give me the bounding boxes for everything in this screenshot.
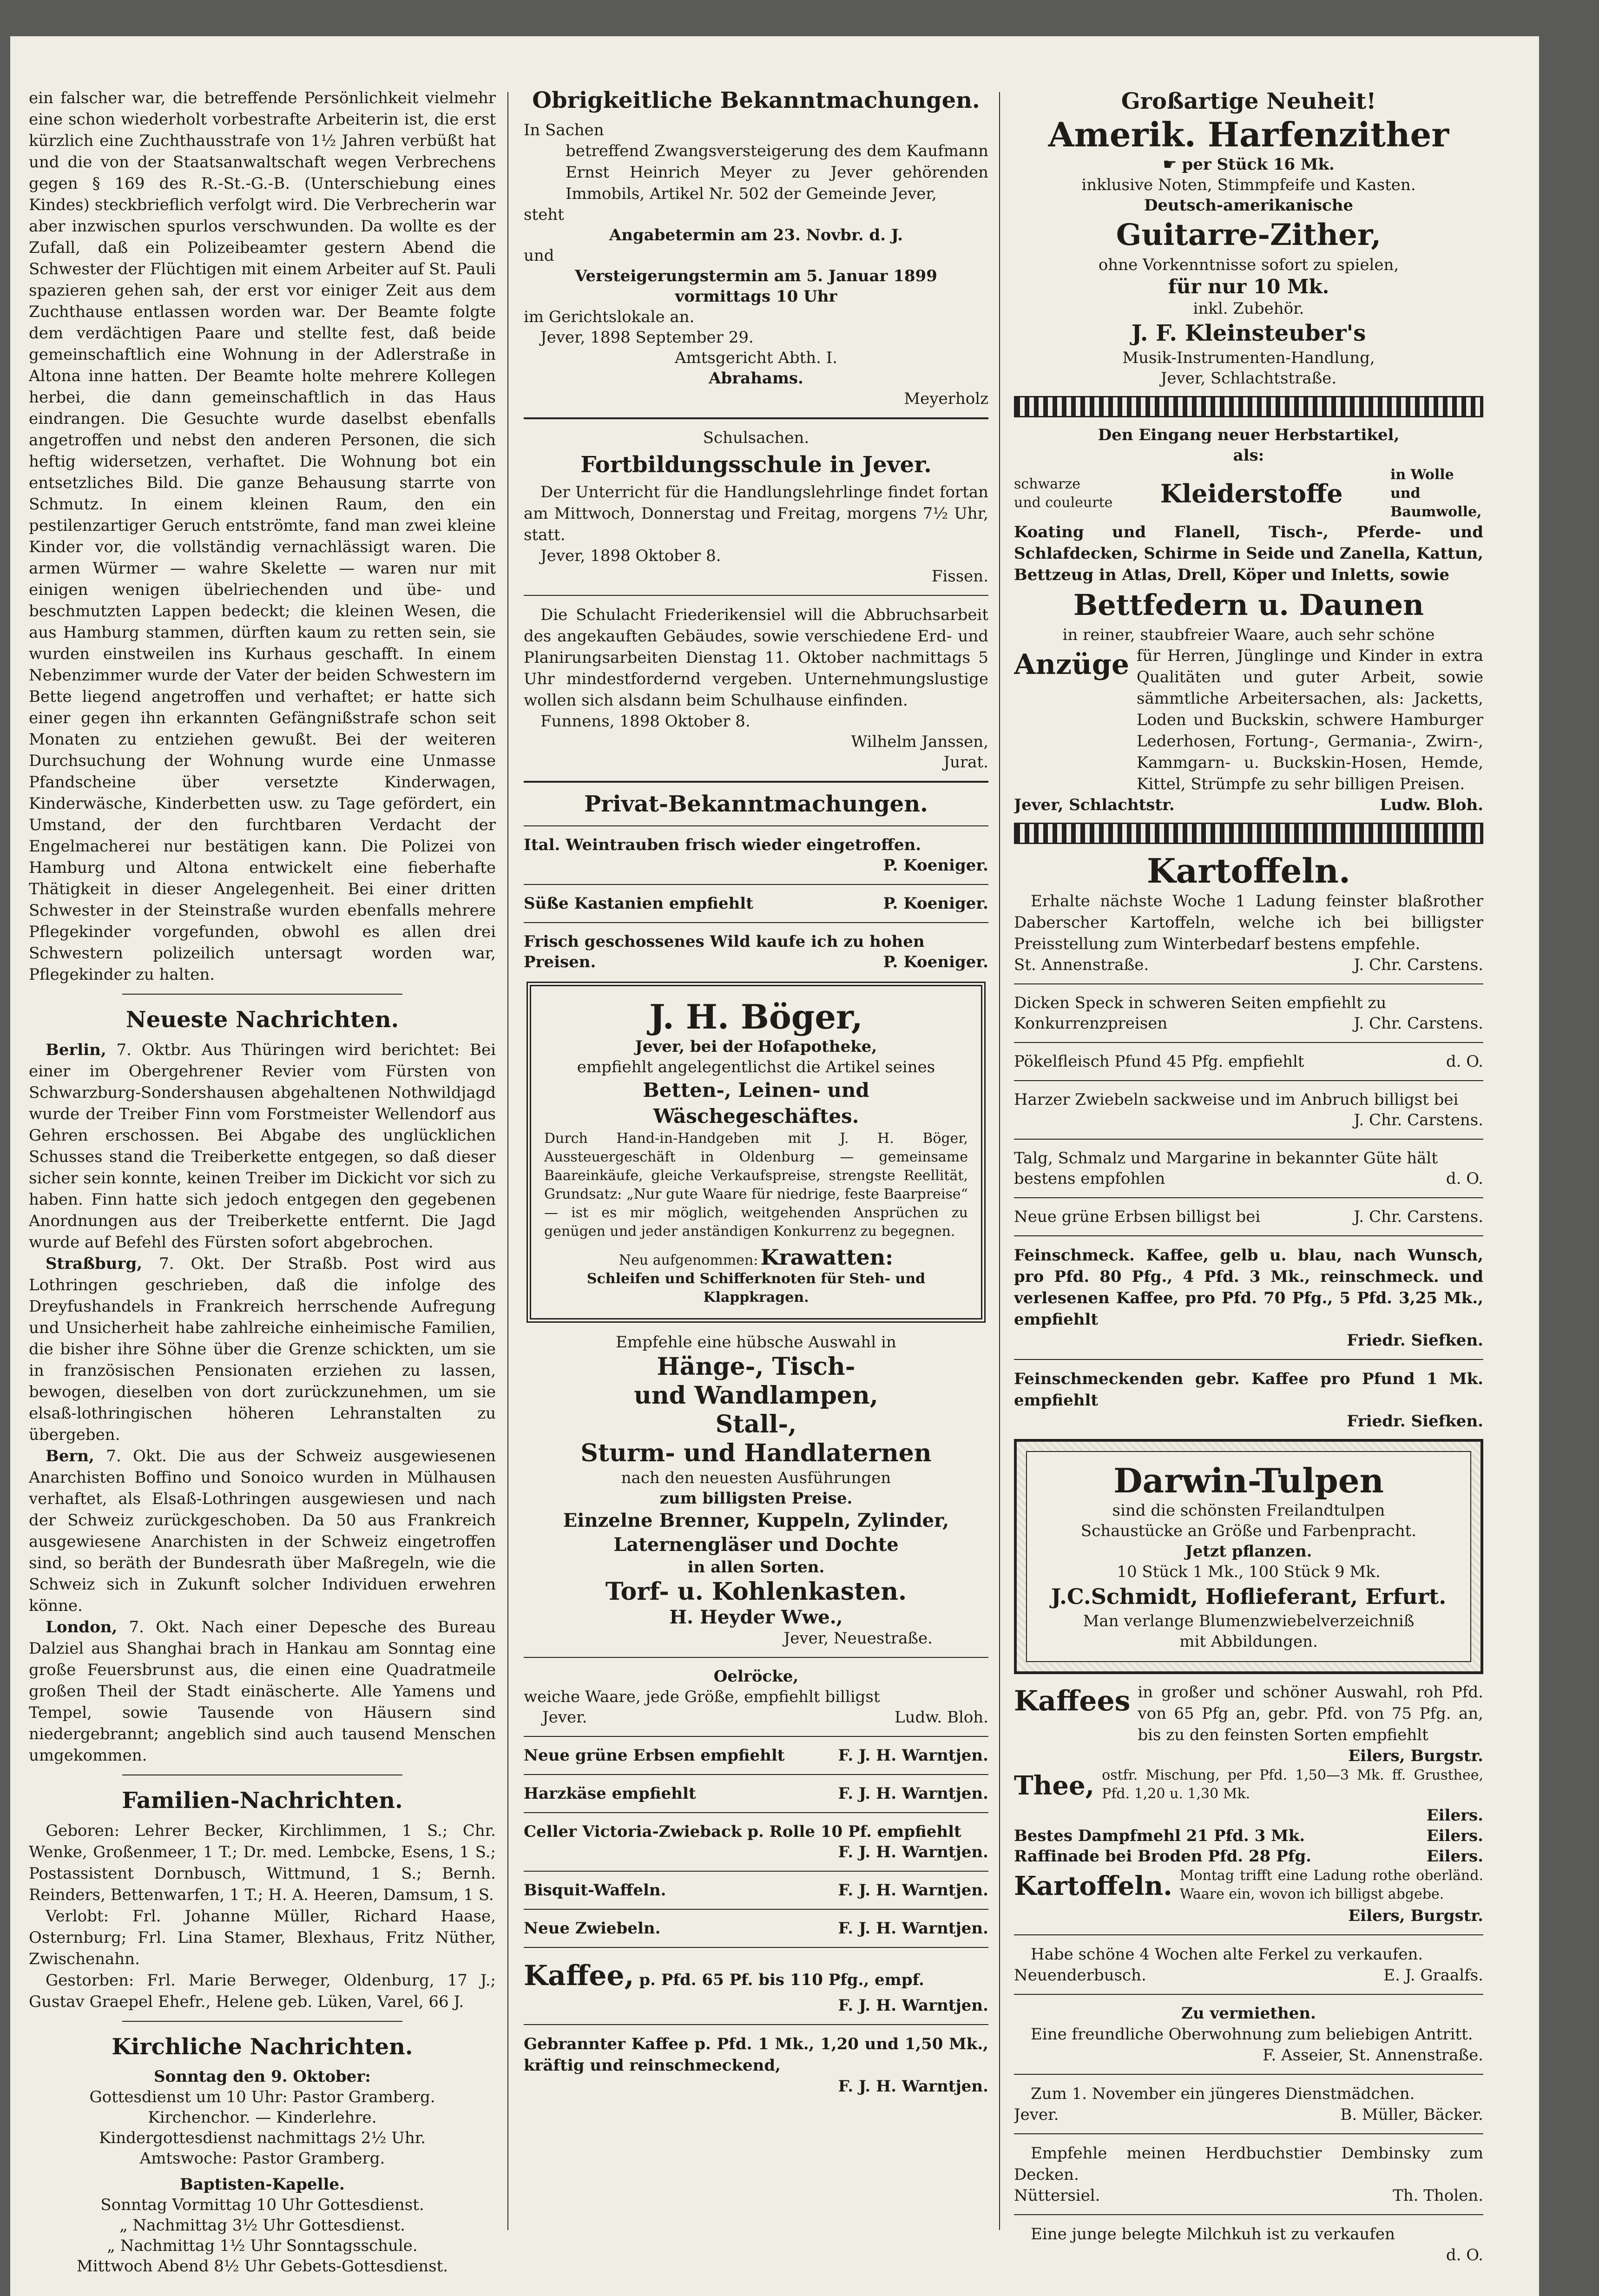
boeger-goods: Betten-, Leinen- und Wäschegeschäftes.	[643, 1079, 869, 1128]
zither-incl: inklusive Noten, Stimmpfeife und Kasten.	[1081, 176, 1416, 194]
zither-incl2: inkl. Zubehör.	[1193, 299, 1304, 318]
died-notice: Gestorben: Frl. Marie Berweger, Oldenburg, 17 J.; Gustav Graepel Ehefr., Helene geb. Lüken, Varel, 66 J.	[29, 1971, 496, 2011]
column-divider	[507, 92, 508, 2230]
divider	[524, 2024, 988, 2025]
church-line: Amtswoche: Pastor Gramberg.	[139, 2149, 385, 2168]
eilers-kaffee-row	[1014, 1682, 1483, 1746]
bloh-sign	[1014, 795, 1483, 815]
kart-body: Erhalte nächste Woche 1 Ladung feinster blaßrother Daberscher Kartoffeln, welche ich bei billigster Preisstellung zum Winterbedarf bestens empfehle.	[1014, 892, 1483, 953]
official-place: im Gerichtslokale an.	[524, 308, 695, 326]
carstens-ad-name: d. O.	[1446, 1052, 1483, 1071]
carstens-ad	[1014, 1089, 1483, 1130]
baptist-schedule	[29, 2195, 496, 2276]
lamps-line5: Einzelne Brenner, Kuppeln, Zylinder,	[563, 1510, 949, 1531]
school2-body: Die Schulacht Friederikensiel will die Abbruchsarbeit des angekauften Gebäudes, sowie verschiedene Erd- und Planirungsarbeiten Dienstag 11. Oktober nachmittags 5 Uhr mindestfordernd vergeben. Unternehmungslustige wollen sich alsdann beim Schulhause einfinden.	[524, 606, 988, 710]
kart2-name: Eilers, Burgstr.	[1348, 1907, 1483, 1925]
private-ad-text: Ital. Weintrauben frisch wieder eingetroffen.	[524, 836, 921, 854]
carstens-ad	[1014, 993, 1483, 1034]
tulip-ad	[1014, 1439, 1483, 1674]
carstens-ad-name: d. O.	[1446, 1169, 1483, 1188]
warntjen-ads	[524, 1736, 988, 1939]
ferkel-text: Habe schöne 4 Wochen alte Ferkel zu verkaufen.	[1031, 1945, 1423, 1964]
dampf-row	[1014, 1826, 1483, 1846]
bloh-body3: für Herren, Jünglinge und Kinder in extra Qualitäten und guter Arbeit, sowie sämmtliche Arbeitersachen, als: Jacketts, Loden und Buckskin, schwere Hamburger Lederhosen, Fortung-, Germania-, Zwirn-, Kammgarn- u. Buckskin-Hosen, Hemde, Kittel, Strümpfe zu sehr billigen Preisen.	[1137, 647, 1483, 793]
ornamental-divider	[1014, 396, 1483, 417]
bloh-als: als:	[1233, 446, 1264, 465]
divider	[1014, 2133, 1483, 2134]
eilers-kaffee-name: Eilers, Burgstr.	[1348, 1747, 1483, 1765]
official-und: und	[524, 246, 554, 265]
private-ad-text: Süße Kastanien empfiehlt	[524, 894, 753, 913]
official-term2: Versteigerungstermin am 5. Januar 1899	[575, 267, 937, 285]
official-steht: steht	[524, 205, 564, 224]
bloh-word3: Anzüge	[1014, 648, 1129, 681]
newspaper-page	[10, 36, 1539, 2296]
divider	[122, 2021, 402, 2022]
zither-de: Deutsch-amerikanische	[1144, 196, 1354, 215]
church-heading: Kirchliche Nachrichten.	[112, 2034, 413, 2060]
boeger-new-row	[544, 1245, 968, 1270]
private-ad	[524, 931, 988, 972]
news-place: Straßburg,	[46, 1254, 143, 1273]
warntjen-ad	[524, 1918, 988, 1939]
bloh-line1-left	[1014, 475, 1112, 512]
baptist-line: „ Nachmittag 1½ Uhr Sonntagsschule.	[107, 2237, 418, 2255]
church-schedule	[29, 2087, 496, 2169]
divider	[524, 884, 988, 885]
tulip-title: Darwin-Tulpen	[1113, 1461, 1384, 1500]
cow-name: d. O.	[1446, 2246, 1483, 2264]
divider	[1014, 1139, 1483, 1140]
school-title: Fortbildungsschule in Jever.	[580, 452, 932, 478]
warntjen-ad-name: F. J. H. Warntjen.	[838, 1746, 988, 1765]
divider	[524, 922, 988, 923]
kaffee-text: p. Pfd. 65 Pf. bis 110 Pfg., empf.	[639, 1971, 924, 1989]
kaffee-word: Kaffee,	[524, 1960, 634, 1992]
ferkel-place: Neuenderbusch.	[1014, 1966, 1146, 1985]
official-term3: vormittags 10 Uhr	[675, 287, 837, 306]
carstens-ad	[1014, 1148, 1483, 1189]
thee-name: Eilers.	[1426, 1806, 1483, 1825]
private-ad-name: P. Koeniger.	[883, 953, 988, 971]
raff-row	[1014, 1846, 1483, 1867]
maid-place: Jever.	[1014, 2105, 1059, 2124]
carstens-ad	[1014, 1207, 1483, 1227]
school2-sign: Wilhelm Janssen,	[851, 732, 988, 751]
official-sign: Meyerholz	[904, 389, 988, 408]
school-body: Der Unterricht für die Handlungslehrlinge findet fortan am Mittwoch, Donnerstag und Freitag, morgens 7½ Uhr, statt.	[524, 483, 988, 544]
news-item	[29, 1445, 496, 1616]
stud-sign	[1014, 2185, 1483, 2206]
boeger-ad	[526, 982, 986, 1323]
warntjen-ad-name: F. J. H. Warntjen.	[838, 1881, 988, 1900]
news-text: 7. Okt. Nach einer Depesche des Bureau Dalziel aus Shanghai brach in Hankau am Sonntag eine große Feuersbrunst aus, die einen eine Quadratmeile großen Theil der Stadt einäscherte. Alle Yamens und Tempel, sowie Tausende von Häusern sind niedergebrannt; angeblich sind auch tausend Menschen umgekommen.	[29, 1618, 496, 1765]
official-body: betreffend Zwangsversteigerung des dem Kaufmann Ernst Heinrich Meyer zu Jever gehörenden Immobils, Artikel Nr. 502 der Gemeinde Jever,	[566, 142, 988, 203]
boeger-new: Neu aufgenommen:	[619, 1252, 758, 1268]
news-list	[29, 1039, 496, 1766]
news-text: 7. Okt. Der Straßb. Post wird aus Lothringen geschrieben, daß die infolge des Dreyfushandels in Frankreich herrschende Aufregung und Unsicherheit habe zahlreiche einheimische Familien, die bisher ihre Söhne über die Grenze schickten, um sie in französischen Pensionaten erziehen zu lassen, bewogen, dieselben von dort zurückzunehmen, um sie elsaß-lothringischen höheren Lehranstalten zu übergeben.	[29, 1254, 496, 1444]
lamps-intro: Empfehle eine hübsche Auswahl in	[616, 1333, 896, 1352]
gebrannter-name: F. J. H. Warntjen.	[838, 2077, 988, 2096]
warntjen-ad	[524, 1745, 988, 1766]
school-date: Jever, 1898 Oktober 8.	[540, 547, 721, 565]
bloh-word2: Bettfedern u. Daunen	[1073, 588, 1424, 622]
carstens-ad-text: Pökelfleisch Pfund 45 Pfg. empfiehlt	[1014, 1052, 1304, 1071]
divider	[524, 1736, 988, 1737]
rent-name: F. Asseier, St. Annenstraße.	[1263, 2046, 1483, 2065]
kart-sign	[1014, 955, 1483, 975]
maid-body: Zum 1. November ein jüngeres Dienstmädchen.	[1031, 2085, 1415, 2103]
zither-title2: Guitarre-Zither,	[1116, 218, 1382, 252]
story-text: ein falscher war, die betreffende Persönlichkeit vielmehr eine schon wiederholt vorbestrafte Arbeiterin ist, die erst kürzlich eine Zuchthausstrafe von 1½ Jahren verbüßt hat und die von der Staatsanwaltschaft wegen Verbrechens gegen § 169 des R.-St.-G.-B. (Unterschiebung eines Kindes) steckbrieflich verfolgt wird. Die Verbrecherin war aber inzwischen spurlos verschwunden. Da wollte es der Zufall, daß ein Polizeibeamter gestern Abend die Schwester der Flüchtigen mit einem Arbeiter auf St. Pauli spazieren gehen sah, der erst vor einiger Zeit aus dem Zuchthause entlassen worden war. Der Beamte folgte dem verdächtigen Paare und stellte fest, daß beide gemeinschaftlich eine Wohnung in der Adlerstraße in Altona inne hatten. Der Beamte holte mehrere Kollegen herbei, die dann gemeinschaftlich in das Haus eindrangen. Die Gesuchte wurde daselbst ebenfalls angetroffen und nebst den anderen Personen, die sich heftig widersetzen, verhaftet. Die Wohnung bot ein entsetzliches Bild. Die ganze Behausung starrte von Schmutz. In einem kleinen Raum, den ein pestilenzartiger Geruch entströmte, fand man zwei kleine Kinder vor, die vollständig vernachlässigt waren. Die armen Würmer — wahre Skelette — waren nur mit einigen wenigen übelriechenden und übe- und beschmutzten Lappen bedeckt; die kleinen Wesen, die aus Hamburg stammen, dürften kaum zu retten sein, sie wurden einstweilen ins Kurhaus geschafft. In einem Nebenzimmer wurde der Vater der beiden Schwestern im Bette liegend angetroffen und verhaftet; er hatte sich einer gegen ihn erkannten Gefängnißstrafe schon seit Monaten zu entziehen gewußt. Bei der weiteren Durchsuchung der Wohnung wurde eine Unmasse Pfandscheine über versetzte Kinderwagen, Kinderwäsche, Kinderbetten usw. zu Tage gefördert, ein Umstand, der den furchtbaren Verdacht der Engelmacherei nur bestätigen kann. Die Polizei von Hamburg und Altona entwickelt eine fieberhafte Thätigkeit in dieser Angelegenheit. Bei einer dritten Schwester in der Steinstraße wurden ebenfalls mehrere Pflegekinder vorgefunden, obwohl es allen drei Schwestern polizeilich untersagt worden war, Pflegekinder zu halten.	[29, 89, 496, 984]
family-heading: Familien-Nachrichten.	[122, 1788, 403, 1814]
oel-sign	[524, 1707, 988, 1728]
lamps-sub1: nach den neuesten Ausführungen	[621, 1469, 891, 1487]
private-ad-text: Frisch geschossenes Wild kaufe ich zu hohen Preisen.	[524, 932, 925, 971]
warntjen-ad-text: Neue grüne Erbsen empfiehlt	[524, 1746, 785, 1765]
siefken1-ad: Feinschmeck. Kaffee, gelb u. blau, nach Wunsch, pro Pfd. 80 Pfg., 4 Pfd. 3 Mk., reinschmeck. und verlesenen Kaffee, pro Pfd. 70 Pfg., 5 Pfd. 3,25 Mk., empfiehlt	[1014, 1246, 1483, 1329]
warntjen-ad-text: Harzkäse empfiehlt	[524, 1784, 696, 1803]
kart2-text: Montag trifft eine Ladung rothe oberländ. Waare ein, wovon ich billigst abgebe.	[1179, 1867, 1483, 1902]
news-place: Bern,	[46, 1447, 94, 1465]
divider	[524, 1657, 988, 1658]
news-item	[29, 1039, 496, 1253]
column-right	[1014, 87, 1483, 2281]
stud-body: Empfehle meinen Herdbuchstier Dembinsky zum Decken.	[1014, 2144, 1483, 2184]
private-ads	[524, 825, 988, 972]
thee-text: ostfr. Mischung, per Pfd. 1,50—3 Mk. ff. Grusthee, Pfd. 1,20 u. 1,30 Mk.	[1102, 1767, 1483, 1802]
divider	[524, 595, 988, 596]
carstens-ad-name: J. Chr. Carstens.	[1354, 1014, 1483, 1033]
official-judge: Abrahams.	[709, 369, 803, 388]
pointing-hand-icon: ☛	[1163, 155, 1182, 174]
news-heading: Neueste Nachrichten.	[125, 1007, 399, 1033]
tulip-sub3: Jetzt pflanzen.	[1185, 1542, 1312, 1561]
church-line: Gottesdienst um 10 Uhr: Pastor Gramberg.	[89, 2088, 435, 2106]
raff-name: Eilers.	[1426, 1847, 1483, 1866]
divider	[524, 1871, 988, 1872]
ferkel-sign	[1014, 1965, 1483, 1986]
baptist-heading: Baptisten-Kapelle.	[180, 2175, 345, 2194]
eilers-kaffee-text: in großer und schöner Auswahl, roh Pfd. von 65 Pfg an, gebr. Pfd. von 75 Pfg. an, bis zu den feinsten Sorten empfiehlt	[1138, 1683, 1483, 1744]
siefken1-name: Friedr. Siefken.	[1347, 1331, 1483, 1350]
zither-title: Amerik. Harfenzither	[1048, 115, 1449, 154]
lamps-line2: und Wandlampen,	[634, 1381, 878, 1410]
tulip-sub5: mit Abbildungen.	[1179, 1632, 1318, 1651]
church-line: Kindergottesdienst nachmittags 2½ Uhr.	[99, 2129, 426, 2147]
warntjen-ad-text: Celler Victoria-Zwieback p. Rolle 10 Pf. empfiehlt	[524, 1822, 961, 1841]
bloh-word1: Kleiderstoffe	[1160, 479, 1343, 508]
official-insachen: In Sachen	[524, 121, 604, 139]
carstens-ad-name: J. Chr. Carstens.	[1354, 1111, 1483, 1129]
church-line: Kirchenchor. — Kinderlehre.	[148, 2108, 377, 2127]
private-ad-name: P. Koeniger.	[883, 894, 988, 913]
boeger-new-body: Schleifen und Schifferknoten für Steh- und Klappkragen.	[586, 1271, 926, 1306]
lamps-line7: Torf- u. Kohlenkasten.	[605, 1577, 907, 1606]
bloh-line1c: in Wolle und Baumwolle,	[1390, 467, 1482, 520]
divider	[1014, 1235, 1483, 1236]
divider	[524, 1947, 988, 1948]
boeger-sub2: empfiehlt angelegentlichst die Artikel seines	[577, 1058, 935, 1076]
bloh-intro: Den Eingang neuer Herbstartikel,	[1098, 426, 1400, 444]
news-item	[29, 1616, 496, 1766]
dampf-text: Bestes Dampfmehl 21 Pfd. 3 Mk.	[1014, 1827, 1305, 1845]
divider	[524, 1909, 988, 1910]
news-item	[29, 1253, 496, 1445]
news-place: Berlin,	[46, 1041, 106, 1059]
bloh-body1: Koating und Flanell, Tisch-, Pferde- und Schlafdecken, Schirme in Seide und Zanella, Kattun, Bettzeug in Atlas, Drell, Köper und Inletts, sowie	[1014, 523, 1483, 584]
zither-price: per Stück 16 Mk.	[1182, 155, 1335, 174]
lamps-line4: Sturm- und Handlaternen	[580, 1439, 932, 1467]
divider	[1014, 2214, 1483, 2215]
news-place: London,	[46, 1618, 118, 1636]
carstens-ad-text: Neue grüne Erbsen billigst bei	[1014, 1207, 1261, 1226]
private-ad	[524, 893, 988, 914]
tulip-ad-inner	[1026, 1451, 1471, 1662]
bloh-name: Ludw. Bloh.	[1380, 796, 1483, 814]
column-middle	[524, 87, 988, 2281]
cow-body: Eine junge belegte Milchkuh ist zu verkaufen	[1031, 2225, 1395, 2243]
divider	[524, 825, 988, 826]
raff-text: Raffinade bei Broden Pfd. 28 Pfg.	[1014, 1847, 1311, 1866]
kart-place: St. Annenstraße.	[1014, 956, 1149, 974]
divider	[1014, 1934, 1483, 1935]
oel-place: Jever.	[542, 1708, 587, 1727]
born-notice: Geboren: Lehrer Becker, Kirchlimmen, 1 S.; Chr. Wenke, Großenmeer, 1 T.; Dr. med. Lembcke, Esens, 1 S.; Postassistent Dornbusch, Wittmund, 1 S.; Bernh. Reinders, Bettenwarfen, 1 T.; H. A. Heeren, Damsum, 1 S.	[29, 1821, 496, 1904]
divider	[1014, 983, 1483, 984]
thee-row	[1014, 1766, 1483, 1805]
warntjen-ad-name: F. J. H. Warntjen.	[838, 1919, 988, 1938]
zither-price-row	[1014, 154, 1483, 175]
ornamental-divider	[1014, 823, 1483, 844]
zither-head: Großartige Neuheit!	[1121, 88, 1376, 114]
boeger-body: Durch Hand-in-Handgeben mit J. H. Böger, Aussteuergeschäft in Oldenburg — gemeinsame Baareinkäufe, gleiche Verkaufspreise, strengste Reellität, Grundsatz: „Nur gute Waare für niedrige, feste Baarpreise“ — ist es mir möglich, weitgehenden Ansprüchen zu genügen und jeder anständigen Konkurrenz zu begegnen.	[544, 1130, 968, 1240]
bloh-anzuege-row	[1014, 645, 1483, 795]
oel-name: Ludw. Bloh.	[895, 1708, 988, 1727]
tulip-sub1: sind die schönsten Freilandtulpen	[1112, 1501, 1385, 1520]
lamps-line3: Stall-,	[715, 1410, 797, 1438]
dampf-name: Eilers.	[1426, 1827, 1483, 1845]
siefken2-ad: Feinschmeckenden gebr. Kaffee pro Pfund 1 Mk. empfiehlt	[1014, 1370, 1483, 1410]
tulip-sub2: Schaustücke an Größe und Farbenpracht.	[1080, 1522, 1417, 1540]
kart2-row	[1014, 1867, 1483, 1906]
divider	[1014, 1080, 1483, 1081]
column-divider	[999, 92, 1000, 2230]
rent-head: Zu vermiethen.	[1181, 2004, 1316, 2023]
lamps-sub2: zum billigsten Preise.	[659, 1489, 853, 1508]
divider	[122, 994, 402, 995]
baptist-line: „ Nachmittag 3½ Uhr Gottesdienst.	[119, 2216, 405, 2235]
school2-role: Jurat.	[943, 753, 988, 772]
carstens-ads	[1014, 983, 1483, 1227]
warntjen-ad	[524, 1821, 988, 1862]
tulip-firm: J.C.Schmidt, Hoflieferant, Erfurt.	[1051, 1584, 1447, 1609]
stud-place: Nüttersiel.	[1014, 2186, 1100, 2205]
school-heading: Schulsachen.	[703, 429, 809, 447]
zither-firm: J. F. Kleinsteuber's	[1131, 320, 1366, 346]
lamps-line1: Hänge-, Tisch-	[657, 1353, 855, 1381]
warntjen-ad	[524, 1783, 988, 1804]
school2-date: Funnens, 1898 Oktober 8.	[540, 712, 750, 731]
divider	[1014, 1994, 1483, 1995]
official-term1: Angabetermin am 23. Novbr. d. J.	[609, 226, 903, 244]
private-ad-name: P. Koeniger.	[883, 856, 988, 875]
lamps-sub3: in allen Sorten.	[687, 1558, 825, 1577]
stud-name: Th. Tholen.	[1393, 2186, 1483, 2205]
warntjen-ad-text: Bisquit-Waffeln.	[524, 1881, 666, 1900]
private-heading: Privat-Bekanntmachungen.	[584, 791, 928, 817]
zither-sub: ohne Vorkenntnisse sofort zu spielen,	[1098, 256, 1399, 274]
siefken2-name: Friedr. Siefken.	[1347, 1412, 1483, 1431]
baptist-line: Sonntag Vormittag 10 Uhr Gottesdienst.	[100, 2196, 424, 2214]
news-text: 7. Okt. Die aus der Schweiz ausgewiesenen Anarchisten Boffino und Sonoico wurden in Mülhausen verhaftet, als Elsaß-Lothringen ausgewiesen und nach der Schweiz zurückgeschoben. Da 50 aus Frankreich ausgewiesene Anarchisten in der Schweiz eingetroffen sind, so beräth der Bundesrath über Maßregeln, wie die Schweiz sich in Zukunft solcher Individuen erwehren könne.	[29, 1447, 496, 1615]
warntjen-ad-name: F. J. H. Warntjen.	[838, 1843, 988, 1861]
tulip-sub4: Man verlange Blumenzwiebelverzeichniß	[1083, 1612, 1415, 1630]
kaffee-name: F. J. H. Warntjen.	[838, 1996, 988, 2015]
bloh-kleider-row	[1014, 466, 1483, 521]
kart2-word: Kartoffeln.	[1014, 1871, 1172, 1901]
maid-name: B. Müller, Bäcker.	[1340, 2105, 1483, 2124]
official-court: Amtsgericht Abth. I.	[674, 349, 838, 367]
boeger-name: J. H. Böger,	[649, 997, 863, 1036]
lamps-firm: H. Heyder Wwe.,	[669, 1606, 843, 1628]
church-date: Sonntag den 9. Oktober:	[154, 2067, 371, 2086]
bloh-body2: in reiner, staubfreier Waare, auch sehr schöne	[1062, 626, 1435, 644]
boeger-new-item: Krawatten:	[760, 1245, 894, 1270]
gebrannter-ad: Gebrannter Kaffee p. Pfd. 1 Mk., 1,20 und 1,50 Mk., kräftig und reinschmeckend,	[524, 2035, 988, 2075]
official-heading: Obrigkeitliche Bekanntmachungen.	[532, 87, 980, 113]
carstens-ad-name: J. Chr. Carstens.	[1354, 1207, 1483, 1226]
bloh-line1b: und couleurte	[1014, 495, 1113, 511]
boeger-sub: Jever, bei der Hofapotheke,	[635, 1037, 877, 1056]
divider	[524, 1812, 988, 1813]
zither-price2: für nur 10 Mk.	[1168, 275, 1329, 298]
divider	[1014, 2074, 1483, 2075]
bloh-place: Jever, Schlachtstr.	[1014, 796, 1175, 814]
rent-body: Eine freundliche Oberwohnung zum beliebigen Antritt.	[1031, 2025, 1473, 2044]
oel-body: weiche Waare, jede Größe, empfiehlt billigst	[524, 1688, 880, 1706]
school-sign: Fissen.	[931, 567, 988, 586]
thee-word: Thee,	[1014, 1770, 1095, 1801]
oel-title: Oelröcke,	[713, 1667, 799, 1686]
kart-title: Kartoffeln.	[1146, 851, 1351, 891]
kaffee-ad	[524, 1956, 988, 1995]
news-text: 7. Oktbr. Aus Thüringen wird berichtet: Bei einer im Obergehrener Revier vom Fürsten von Schwarzburg-Sondershausen abgehaltenen Nothwildjagd wurde der Treiber Finn vom Forstmeister Wellendorf aus Gehren erschossen. Bei Abgabe des unglücklichen Schusses stand die Treiberkette entgegen, so daß dieser sicher sein konnte, keinen Treiber im Dickicht vor sich zu haben. Finn hatte sich jedoch entgegen den gegebenen Anordnungen aus der Treiberkette entfernt. Die Jagd wurde auf Befehl des Fürsten sofort abgebrochen.	[29, 1041, 496, 1252]
column-left	[29, 87, 496, 2281]
tulip-price: 10 Stück 1 Mk., 100 Stück 9 Mk.	[1117, 1563, 1381, 1581]
divider	[1014, 1197, 1483, 1198]
divider	[1014, 1042, 1483, 1043]
zither-firm-sub: Musik-Instrumenten-Handlung,	[1122, 349, 1375, 367]
warntjen-ad-name: F. J. H. Warntjen.	[838, 1784, 988, 1803]
carstens-ad	[1014, 1051, 1483, 1072]
carstens-ad-text: Talg, Schmalz und Margarine in bekannter Güte hält bestens empfohlen	[1014, 1149, 1438, 1188]
maid-sign	[1014, 2105, 1483, 2125]
ferkel-name: E. J. Graalfs.	[1383, 1966, 1483, 1985]
divider	[1014, 1359, 1483, 1360]
carstens-ad-text: Dicken Speck in schweren Seiten empfiehlt zu Konkurrenzpreisen	[1014, 994, 1387, 1033]
divider	[524, 781, 988, 783]
warntjen-ad	[524, 1880, 988, 1900]
engaged-notice: Verlobt: Frl. Johanne Müller, Richard Haase, Osternburg; Frl. Lina Stamer, Blexhaus, Fritz Nüther, Zwischenahn.	[29, 1907, 496, 1968]
lamps-place: Jever, Neuestraße.	[783, 1629, 933, 1648]
bloh-line1a: schwarze	[1014, 476, 1080, 492]
official-date: Jever, 1898 September 29.	[540, 328, 754, 347]
lamps-line6: Laternengläser und Dochte	[613, 1534, 899, 1556]
private-ad	[524, 835, 988, 876]
kart-name: J. Chr. Carstens.	[1354, 956, 1483, 974]
carstens-ad-text: Harzer Zwiebeln sackweise und im Anbruch billigst bei	[1014, 1090, 1459, 1109]
divider	[524, 1774, 988, 1775]
eilers-kaffee-word: Kaffees	[1014, 1685, 1131, 1717]
divider	[524, 417, 988, 419]
baptist-line: Mittwoch Abend 8½ Uhr Gebets-Gottesdienst.	[76, 2257, 448, 2276]
zither-place: Jever, Schlachtstraße.	[1160, 369, 1337, 388]
warntjen-ad-text: Neue Zwiebeln.	[524, 1919, 661, 1938]
